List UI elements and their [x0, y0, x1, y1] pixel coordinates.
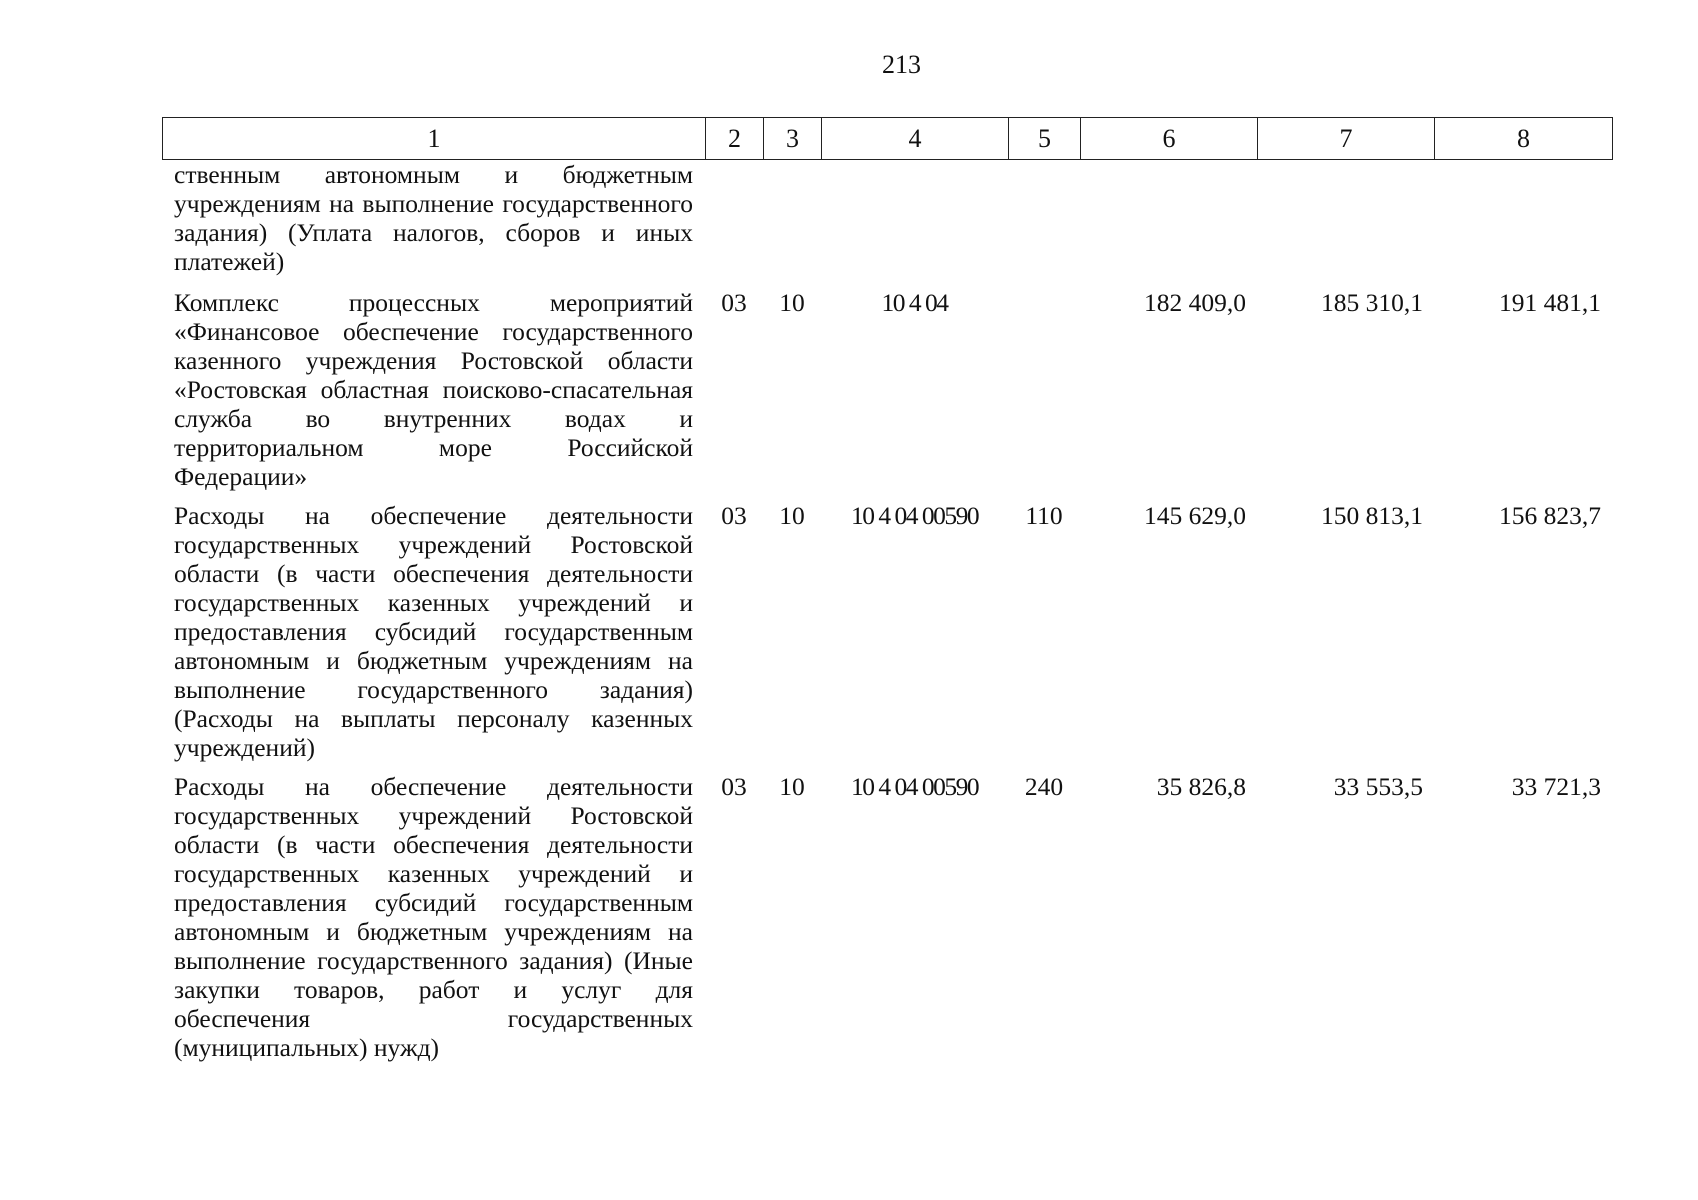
- header-col-6: 6: [1081, 118, 1258, 160]
- row-col-3: 10: [779, 501, 805, 530]
- row-col-3: [763, 160, 821, 288]
- row-col-5: [1008, 160, 1080, 288]
- row-col-3: 10: [779, 288, 805, 317]
- row-col-7: 33 553,5: [1333, 772, 1423, 801]
- row-col-8: 33 721,3: [1511, 772, 1601, 801]
- row-col-5: 110: [1025, 501, 1063, 530]
- header-col-1: 1: [163, 118, 706, 160]
- row-col-5: [1008, 288, 1080, 501]
- row-col-8: 156 823,7: [1499, 501, 1601, 530]
- header-row: [163, 118, 1613, 160]
- row-col-6: 145 629,0: [1144, 501, 1246, 530]
- table-row: [162, 501, 1612, 772]
- row-description: Комплекс процессных мероприятий «Финансовое обеспечение государственного казенного учреждения Ростовской области «Ростовская областная поисково-спасательная служба во внутренних водах и территориальном море Российской Федерации»: [174, 288, 693, 491]
- row-col-4: 10 4 04: [881, 288, 948, 317]
- header-col-8: 8: [1435, 118, 1613, 160]
- row-description: Расходы на обеспечение деятельности государственных учреждений Ростовской области (в части обеспечения деятельности государственных казенных учреждений и предоставления субсидий государственным автономным и бюджетным учреждениям на выполнение государственного задания) (Расходы на выплаты персоналу казенных учреждений): [174, 501, 693, 762]
- table-row: [162, 772, 1612, 1072]
- row-col-7: 185 310,1: [1321, 288, 1423, 317]
- header-col-4: 4: [822, 118, 1009, 160]
- row-col-2: 03: [721, 772, 747, 801]
- row-col-4: [821, 160, 1008, 288]
- page-number: 213: [882, 50, 921, 79]
- header-col-3: 3: [764, 118, 822, 160]
- row-col-6: 182 409,0: [1144, 288, 1246, 317]
- row-col-2: 03: [721, 288, 747, 317]
- row-col-4: 10 4 04 00590: [850, 772, 979, 801]
- row-col-2: 03: [721, 501, 747, 530]
- table-body: [162, 160, 1612, 1072]
- table-row: [162, 160, 1612, 288]
- table-header: [162, 117, 1613, 160]
- row-col-8: 191 481,1: [1499, 288, 1601, 317]
- row-col-7: 150 813,1: [1321, 501, 1423, 530]
- row-col-7: [1257, 160, 1434, 288]
- row-col-8: [1434, 160, 1612, 288]
- row-col-5: 240: [1024, 772, 1064, 801]
- row-col-6: [1080, 160, 1257, 288]
- row-col-3: 10: [779, 772, 805, 801]
- row-col-6: 35 826,8: [1156, 772, 1246, 801]
- table-row: [162, 288, 1612, 501]
- row-description: Расходы на обеспечение деятельности государственных учреждений Ростовской области (в части обеспечения деятельности государственных казенных учреждений и предоставления субсидий государственным автономным и бюджетным учреждениям на выполнение государственного задания) (Иные закупки товаров, работ и услуг для обеспечения государственных (муниципальных) нужд): [174, 772, 693, 1062]
- row-col-4: 10 4 04 00590: [850, 501, 979, 530]
- row-description: ственным автономным и бюджетным учреждениям на выполнение государственного задания) (Уплата налогов, сборов и иных платежей): [174, 160, 693, 276]
- header-col-2: 2: [706, 118, 764, 160]
- header-col-5: 5: [1009, 118, 1081, 160]
- row-col-2: [705, 160, 763, 288]
- header-col-7: 7: [1258, 118, 1435, 160]
